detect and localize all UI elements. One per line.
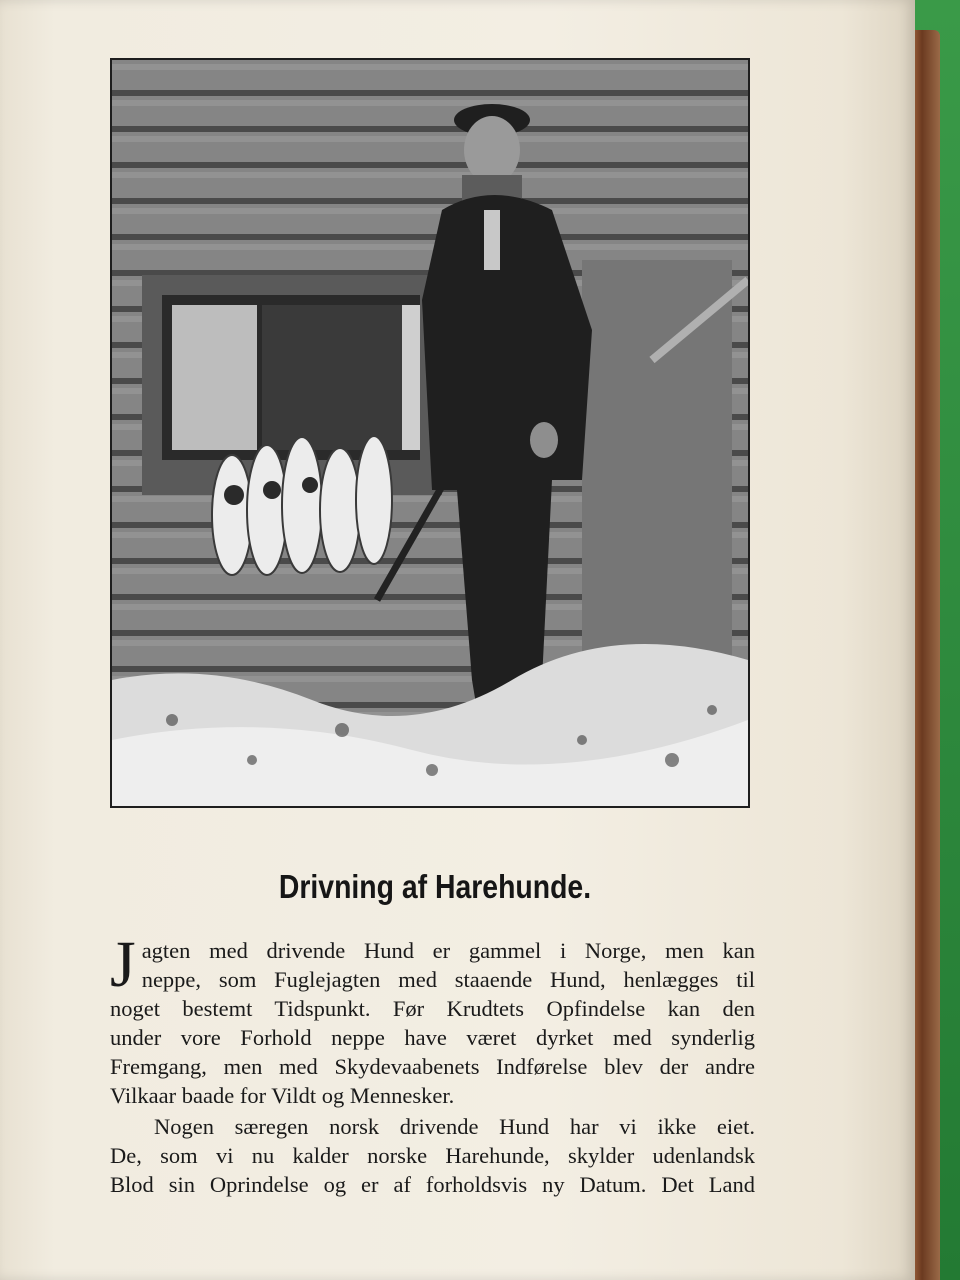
text-line: neppe, som Fuglejagten med staaende Hund, henlægges til: [141, 967, 755, 992]
text-line: Vilkaar baade for Vildt og Mennesker.: [110, 1083, 455, 1108]
paragraph-2: [110, 1112, 755, 1199]
text-line: Fremgang, men med Skydevaabenets Indførelse blev der andre: [110, 1054, 755, 1079]
drop-cap: J: [110, 928, 136, 1001]
photograph: [110, 58, 750, 808]
text-line: Nogen særegen norsk drivende Hund har vi ikke eiet.: [154, 1114, 755, 1139]
text-line: noget bestemt Tidspunkt. Før Krudtets Opfindelse kan den: [110, 996, 755, 1021]
text-line: under vore Forhold neppe have været dyrket med synderlig: [110, 1025, 755, 1050]
chapter-heading: Drivning af Harehunde.: [278, 868, 592, 905]
body-text: [110, 928, 755, 1199]
text-line: Blod sin Oprindelse og er af forholdsvis ny Datum. Det Land: [110, 1172, 755, 1197]
text-line: agten med drivende Hund er gammel i Norge, men kan: [141, 938, 755, 963]
text-line: De, som vi nu kalder norske Harehunde, skylder udenlandsk: [110, 1143, 755, 1168]
paragraph-1: [110, 928, 755, 1110]
photograph-image: [112, 60, 748, 806]
